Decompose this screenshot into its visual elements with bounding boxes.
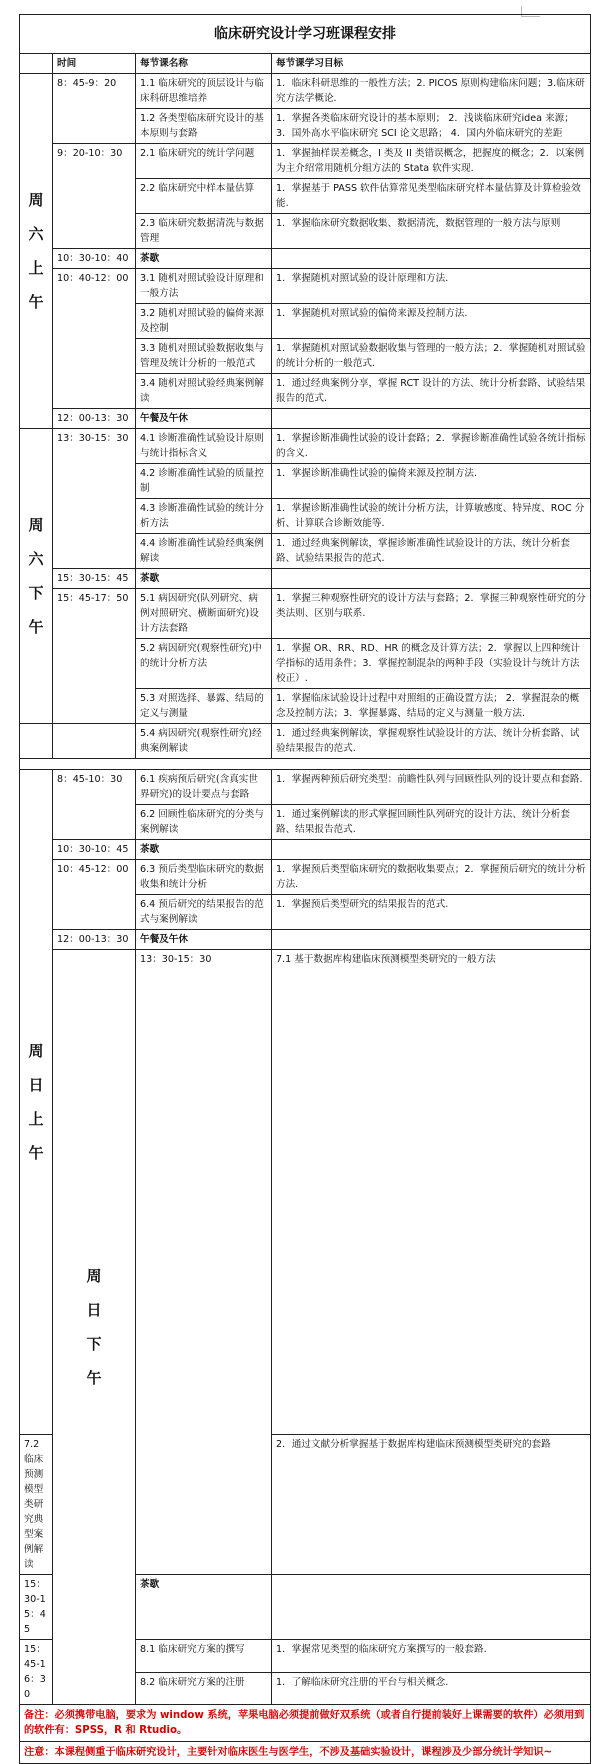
- break-label: 茶歇: [136, 569, 272, 589]
- row-course: 4.4 诊断准确性试验经典案例解读: [136, 534, 272, 569]
- row-course: 1.1 临床研究的顶层设计与临床科研思维培养: [136, 74, 272, 109]
- row-course: 5.2 病因研究(观察性研究)中的统计分析方法: [136, 639, 272, 689]
- break-blank: [272, 840, 591, 860]
- remark-note: 备注：必须携带电脑，要求为 window 系统，苹果电脑必须提前做好双系统（或者自行提前装好上课需要的软件）必须用到的软件有：SPSS，R 和 Rtudio。: [20, 1705, 591, 1742]
- section-spacer: [20, 759, 591, 770]
- row-course: 2.2 临床研究中样本量估算: [136, 179, 272, 214]
- row-goal: 1．掌握 OR、RR、RD、HR 的概念及计算方法；2．掌握以上四种统计学指标的适用条件；3．掌握控制混杂的两种手段（实验设计与统计方法校正）.: [272, 639, 591, 689]
- row-goal: 1．掌握临床试验设计过程中对照组的正确设置方法； 2．掌握混杂的概念及控制方法；3．掌握暴露、结局的定义与测量一般方法.: [272, 689, 591, 724]
- row-course: 5.3 对照选择、暴露、结局的定义与测量: [136, 689, 272, 724]
- break-blank: [272, 409, 591, 429]
- break-label: 茶歇: [136, 249, 272, 269]
- row-course: 4.3 诊断准确性试验的统计分析方法: [136, 499, 272, 534]
- break-blank: [272, 569, 591, 589]
- break-blank: [272, 249, 591, 269]
- row-goal: 1．掌握两种预后研究类型：前瞻性队列与回顾性队列的设计要点和套路.: [272, 770, 591, 805]
- header-blank: [20, 54, 53, 74]
- break-blank: [272, 930, 591, 950]
- row-goal: 1．通过经典案例解读，掌握诊断准确性试验设计的方法、统计分析套路、试验结果报告的范式.: [272, 534, 591, 569]
- row-course: 1.2 各类型临床研究设计的基本原则与套路: [136, 109, 272, 144]
- header-course: 每节课名称: [136, 54, 272, 74]
- row-course: 4.2 诊断准确性试验的质量控制: [136, 464, 272, 499]
- row-course: 3.4 随机对照试验经典案例解读: [136, 374, 272, 409]
- session-sat-pm: 周 六 下 午: [20, 429, 53, 724]
- row-course: 3.3 随机对照试验数据收集与管理及统计分析的一般范式: [136, 339, 272, 374]
- break-time: 10：30-10：45: [53, 840, 136, 860]
- attention-note: 注意：本课程侧重于临床研究设计，主要针对临床医生与医学生，不涉及基础实验设计，课程涉及少部分统计学知识~: [20, 1742, 591, 1764]
- break-time: 10：30-10：40: [53, 249, 136, 269]
- row-goal: 1．掌握三种观察性研究的设计方法与套路；2．掌握三种观察性研究的分类法则、区别与联系.: [272, 589, 591, 639]
- break-label: 茶歇: [136, 1575, 272, 1640]
- row-time: 10：40-12：00: [53, 269, 136, 409]
- row-course: 7.2 临床预测模型类研究典型案例解读: [20, 1435, 53, 1575]
- row-course: 8.1 临床研究方案的撰写: [136, 1640, 272, 1673]
- header-time: 时间: [53, 54, 136, 74]
- row-time: 15：45-16：30: [20, 1640, 53, 1705]
- row-goal: 1．通过经典案例解读，掌握观察性试验设计的方法、统计分析套路、试验结果报告的范式.: [272, 724, 591, 759]
- row-goal: 1．掌握诊断准确性试验的偏倚来源及控制方法.: [272, 464, 591, 499]
- row-goal: 1．掌握随机对照试验数据收集与管理的一般方法；2．掌握随机对照试验的统计分析的一般范式.: [272, 339, 591, 374]
- row-goal: 1．了解临床研究注册的平台与相关概念.: [272, 1672, 591, 1705]
- row-goal: 1．掌握预后类型研究的结果报告的范式.: [272, 895, 591, 930]
- break-time: 12：00-13：30: [53, 409, 136, 429]
- row-goal: 1．通过案例解读的形式掌握回顾性队列研究的设计方法、统计分析套路、结果报告范式.: [272, 805, 591, 840]
- row-time: 9：20-10：30: [53, 144, 136, 249]
- row-course: 6.4 预后研究的结果报告的范式与案例解读: [136, 895, 272, 930]
- row-time: 13：30-15：30: [136, 950, 272, 1575]
- row-goal: 1．掌握临床研究数据收集、数据清洗，数据管理的一般方法与原则: [272, 214, 591, 249]
- row-course: 4.1 诊断准确性试验设计原则与统计指标含义: [136, 429, 272, 464]
- session-blank: [20, 724, 53, 759]
- row-time: 15：45-17：50: [53, 589, 136, 724]
- row-course: 3.1 随机对照试验设计原理和一般方法: [136, 269, 272, 304]
- row-goal: 1．临床科研思维的一般性方法；2. PICOS 原则构建临床问题；3.临床研究方法学概论.: [272, 74, 591, 109]
- row-course: 6.1 疾病预后研究(含真实世界研究)的设计要点与套路: [136, 770, 272, 805]
- row-course: 7.1 基于数据库构建临床预测模型类研究的一般方法: [272, 950, 591, 1435]
- row-course: 3.2 随机对照试验的偏倚来源及控制: [136, 304, 272, 339]
- row-time: 8：45-9：20: [53, 74, 136, 144]
- header-goal: 每节课学习目标: [272, 54, 591, 74]
- row-goal: 1．掌握诊断准确性试验的统计分析方法，计算敏感度、特异度、ROC 分析、计算联合诊断效能等.: [272, 499, 591, 534]
- row-course: 5.1 病因研究(队列研究、病例对照研究、横断面研究)设计方法套路: [136, 589, 272, 639]
- row-goal: 1．掌握常见类型的临床研究方案撰写的一般套路.: [272, 1640, 591, 1673]
- row-goal: 1．掌握预后类型临床研究的数据收集要点；2．掌握预后研究的统计分析方法.: [272, 860, 591, 895]
- schedule-table: [19, 14, 591, 1764]
- row-course: 6.2 回顾性临床研究的分类与案例解读: [136, 805, 272, 840]
- break-label: 午餐及午休: [136, 930, 272, 950]
- row-goal: 1．掌握各类临床研究设计的基本原则； 2．浅谈临床研究idea 来源； 3．国外高水平临床研究 SCI 论文思路； 4．国内外临床研究的差距: [272, 109, 591, 144]
- row-time: 13：30-15：30: [53, 429, 136, 569]
- row-time: 10：45-12：00: [53, 860, 136, 930]
- row-course: 6.3 预后类型临床研究的数据收集和统计分析: [136, 860, 272, 895]
- row-goal: 1．掌握诊断准确性试验的设计套路；2．掌握诊断准确性试验各统计指标的含义.: [272, 429, 591, 464]
- row-time: 8：45-10：30: [53, 770, 136, 840]
- row-goal: 1．掌握基于 PASS 软件估算常见类型临床研究样本量估算及计算检验效能.: [272, 179, 591, 214]
- session-sat-am: 周 六 上 午: [20, 74, 53, 429]
- row-goal: 1．掌握随机对照试验的设计原理和方法.: [272, 269, 591, 304]
- break-time: 15：30-15：45: [20, 1575, 53, 1640]
- break-time: 15：30-15：45: [53, 569, 136, 589]
- break-label: 午餐及午休: [136, 409, 272, 429]
- page-title: 临床研究设计学习班课程安排: [20, 15, 591, 54]
- row-course: 8.2 临床研究方案的注册: [136, 1672, 272, 1705]
- break-label: 茶歇: [136, 840, 272, 860]
- row-course: 2.1 临床研究的统计学问题: [136, 144, 272, 179]
- time-blank: [53, 724, 136, 759]
- break-time: 12：00-13：30: [53, 930, 136, 950]
- row-goal: 1．通过经典案例分享，掌握 RCT 设计的方法、统计分析套路、试验结果报告的范式.: [272, 374, 591, 409]
- session-sun-am: 周 日 上 午: [20, 770, 53, 1435]
- session-sun-pm: 周 日 下 午: [53, 950, 136, 1705]
- row-goal: 2．通过文献分析掌握基于数据库构建临床预测模型类研究的套路: [272, 1435, 591, 1575]
- row-goal: 1．掌握随机对照试验的偏倚来源及控制方法.: [272, 304, 591, 339]
- row-goal: 1．掌握抽样误差概念，I 类及 II 类错误概念，把握度的概念；2．以案例为主介绍常用随机分组方法的 Stata 软件实现.: [272, 144, 591, 179]
- row-course: 5.4 病因研究(观察性研究)经典案例解读: [136, 724, 272, 759]
- break-blank: [272, 1575, 591, 1640]
- row-course: 2.3 临床研究数据清洗与数据管理: [136, 214, 272, 249]
